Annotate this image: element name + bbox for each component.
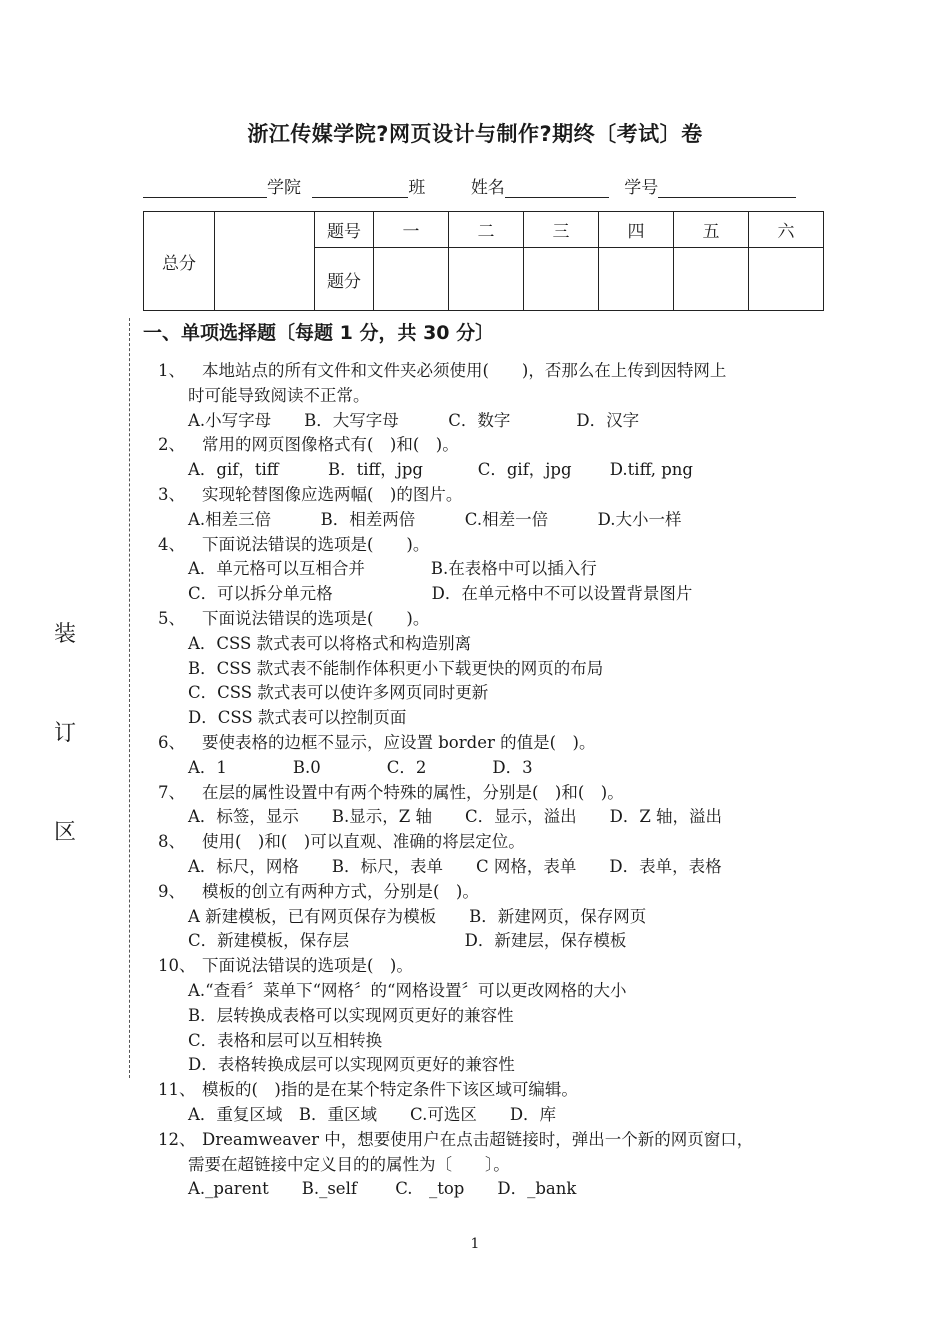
question-number: 3、 — [158, 484, 185, 504]
answer-options: A．CSS 款式表可以将格式和构造别离 — [188, 633, 472, 653]
question-text: 模板的( )指的是在某个特定条件下该区域可编辑。 — [202, 1080, 578, 1100]
answer-options: A.小写字母 B．大写字母 C．数字 D．汉字 — [188, 410, 640, 430]
question-text: 模板的创立有两种方式，分别是( )。 — [202, 881, 479, 901]
question-stem — [158, 359, 818, 384]
answer-options: A._parent B._self C. _top D．_bank — [188, 1179, 577, 1199]
question-number: 7、 — [158, 782, 185, 802]
section-header: 一 — [374, 212, 449, 248]
answer-options: A.相差三倍 B．相差两倍 C.相差一倍 D.大小一样 — [188, 509, 682, 529]
question-stem — [158, 1078, 818, 1103]
binding-char: 区 — [54, 820, 77, 845]
answer-options: C．新建模板，保存层 D．新建层，保存模板 — [188, 931, 627, 951]
question-item — [158, 607, 818, 731]
section-header: 六 — [749, 212, 824, 248]
question-stem — [158, 607, 818, 632]
score-table — [143, 211, 824, 311]
answer-options: B．CSS 款式表不能制作体积更小下载更快的网页的布局 — [188, 658, 604, 678]
question-number: 5、 — [158, 608, 185, 628]
student-info-line — [143, 173, 808, 199]
question-item — [158, 483, 818, 533]
page-title: 浙江传媒学院?网页设计与制作?期终〔考试〕卷 — [247, 122, 703, 146]
binding-dashed-line — [129, 318, 130, 1078]
question-text: 下面说法错误的选项是( )。 — [202, 534, 430, 554]
question-stem — [158, 533, 818, 558]
question-text: 下面说法错误的选项是( )。 — [202, 608, 430, 628]
college-blank[interactable] — [143, 177, 267, 198]
student-id-label: 学号 — [624, 178, 659, 198]
question-stem — [158, 880, 818, 905]
question-number: 10、 — [158, 956, 196, 976]
answer-options: D．表格转换成层可以实现网页更好的兼容性 — [188, 1055, 515, 1075]
total-label-cell: 总分 — [144, 212, 215, 311]
page-number: 1 — [470, 1236, 480, 1252]
question-stem — [158, 433, 818, 458]
question-item — [158, 781, 818, 831]
section-score-cell[interactable] — [374, 248, 449, 311]
answer-options: A．标尺，网格 B．标尺，表单 C 网格，表单 D．表单，表格 — [188, 856, 722, 876]
college-label: 学院 — [267, 178, 301, 198]
question-text: 实现轮替图像应选两幅( )的图片。 — [202, 484, 463, 504]
question-text-continued: 时可能导致阅读不正常。 — [188, 385, 370, 405]
question-item — [158, 880, 818, 954]
class-blank[interactable] — [312, 177, 408, 198]
section-score-cell[interactable] — [674, 248, 749, 311]
question-item — [158, 1078, 818, 1128]
answer-options: C．CSS 款式表可以使许多网页同时更新 — [188, 683, 489, 703]
question-text: Dreamweaver 中，想要使用户在点击超链接时，弹出一个新的网页窗口， — [202, 1129, 754, 1149]
question-number: 4、 — [158, 534, 185, 554]
class-label: 班 — [408, 178, 426, 198]
question-item — [158, 954, 818, 1078]
answer-options: A．标签，显示 B.显示，Z 轴 C．显示，溢出 D．Z 轴，溢出 — [188, 807, 723, 827]
answer-options: C．表格和层可以互相转换 — [188, 1030, 383, 1050]
section-header: 三 — [524, 212, 599, 248]
name-blank[interactable] — [505, 177, 609, 198]
question-stem — [158, 954, 818, 979]
question-number: 11、 — [158, 1080, 196, 1100]
answer-options: B．层转换成表格可以实现网页更好的兼容性 — [188, 1005, 514, 1025]
question-text: 下面说法错误的选项是( )。 — [202, 956, 413, 976]
question-text-continued: 需要在超链接中定义目的的属性为〔 〕。 — [188, 1154, 510, 1174]
total-score-cell[interactable] — [215, 212, 315, 311]
question-stem — [158, 781, 818, 806]
question-item — [158, 433, 818, 483]
section-score-cell[interactable] — [524, 248, 599, 311]
answer-options: A．gif，tiff B．tiff，jpg C．gif，jpg D.tiff, png — [188, 460, 693, 480]
answer-options: C．可以拆分单元格 D．在单元格中不可以设置背景图片 — [188, 584, 693, 604]
answer-options: A.“查看〞菜单下“网格〞的“网格设置〞可以更改网格的大小 — [188, 980, 627, 1000]
question-item — [158, 1128, 818, 1202]
question-number-label: 题号 — [315, 212, 374, 248]
section-score-cell[interactable] — [599, 248, 674, 311]
question-item — [158, 533, 818, 607]
question-number: 8、 — [158, 832, 185, 852]
question-item — [158, 359, 818, 433]
question-item — [158, 731, 818, 781]
question-number: 6、 — [158, 732, 185, 752]
answer-options: A．单元格可以互相合并 B.在表格中可以插入行 — [188, 559, 597, 579]
answer-options: A．重复区域 B．重区域 C.可选区 D．库 — [188, 1104, 557, 1124]
section-score-cell[interactable] — [449, 248, 524, 311]
question-number: 1、 — [158, 361, 185, 380]
question-number: 9、 — [158, 881, 185, 901]
question-text: 在层的属性设置中有两个特殊的属性，分别是( )和( )。 — [202, 782, 624, 802]
question-text: 常用的网页图像格式有( )和( )。 — [202, 435, 459, 455]
question-item — [158, 830, 818, 880]
question-text: 要使表格的边框不显示，应设置 border 的值是( )。 — [202, 732, 596, 752]
binding-char: 订 — [54, 721, 77, 746]
question-text: 使用( )和( )可以直观、准确的将层定位。 — [202, 832, 525, 852]
answer-options: D．CSS 款式表可以控制页面 — [188, 708, 407, 728]
section-title: 一、单项选择题〔每题 1 分，共 30 分〕 — [143, 322, 495, 344]
binding-char: 装 — [54, 622, 77, 647]
question-stem — [158, 483, 818, 508]
section-header: 五 — [674, 212, 749, 248]
answer-options: A．1 B.0 C．2 D．3 — [188, 757, 533, 777]
name-label: 姓名 — [470, 178, 505, 198]
student-id-blank[interactable] — [658, 177, 796, 198]
score-row-label: 题分 — [315, 248, 374, 311]
section-header: 四 — [599, 212, 674, 248]
question-stem — [158, 1128, 818, 1153]
answer-options: A 新建模板，已有网页保存为模板 B．新建网页，保存网页 — [188, 906, 647, 926]
question-stem — [158, 731, 818, 756]
question-stem — [158, 830, 818, 855]
section-score-cell[interactable] — [749, 248, 824, 311]
question-text: 本地站点的所有文件和文件夹必须使用( )，否那么在上传到因特网上 — [202, 361, 727, 380]
question-list — [158, 359, 818, 1202]
section-header: 二 — [449, 212, 524, 248]
question-number: 12、 — [158, 1129, 196, 1149]
question-number: 2、 — [158, 435, 185, 455]
